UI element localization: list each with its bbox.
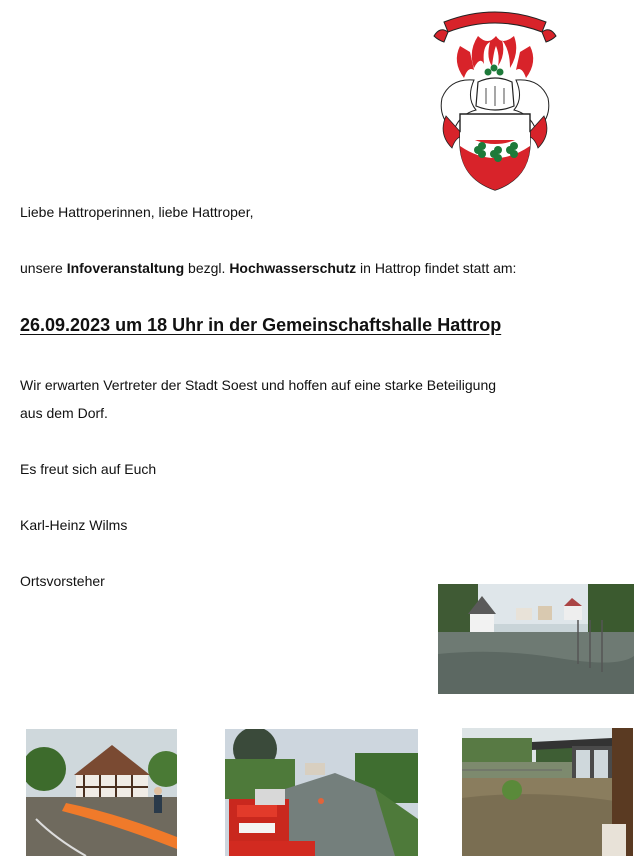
body-line-2: aus dem Dorf. [20,405,108,421]
signature-title: Ortsvorsteher [20,573,105,589]
intro-text-2: bezgl. [184,260,230,276]
photo-flooded-street-houses [438,584,634,694]
event-date-headline: 26.09.2023 um 18 Uhr in der Gemeinschaftshalle Hattrop [20,315,502,335]
intro-text-1: unsere [20,260,67,276]
intro-text-3: in Hattrop findet statt am: [356,260,517,276]
signature-name: Karl-Heinz Wilms [20,517,128,533]
photo-flooded-garden-house [462,728,633,856]
photo-timber-house-flood-barrier [26,729,177,856]
intro-bold-event: Infoveranstaltung [66,260,185,276]
closing-line: Es freut sich auf Euch [20,461,157,477]
coat-of-arms-logo [430,6,560,196]
photo-fire-truck-flooded-road [225,729,418,856]
intro-bold-topic: Hochwasserschutz [229,260,357,276]
body-line-1: Wir erwarten Vertreter der Stadt Soest und hoffen auf eine starke Beteiligung [20,377,497,393]
salutation: Liebe Hattroperinnen, liebe Hattroper, [20,204,254,220]
intro-paragraph [20,258,516,278]
